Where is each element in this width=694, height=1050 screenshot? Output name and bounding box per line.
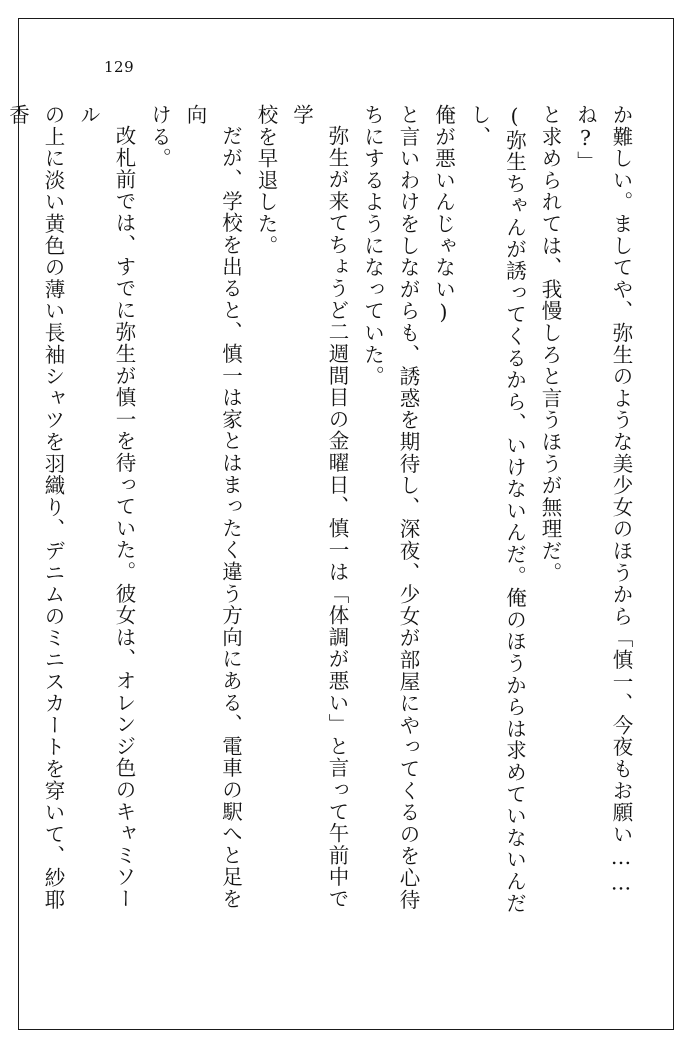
paragraph: 改札前では、すでに弥生が慎一を待っていた。彼女は、オレンジ色のキャミソール xyxy=(76,104,136,910)
paragraph: 弥生が来てちょうど二週間目の金曜日、慎一は「体調が悪い」と言って午前中で学 xyxy=(289,104,349,910)
paragraph: ちにするようになっていた。 xyxy=(360,104,385,388)
paragraph: (弥生ちゃんが誘ってくるから、いけないんだ。俺のほうからは求めていないんだし、 xyxy=(467,104,527,915)
paragraph: 校を早退した。 xyxy=(254,104,278,257)
paragraph: か難しい。ましてや、弥生のような美少女のほうから「慎一、今夜もお願い……ね?」 xyxy=(573,104,633,896)
paragraph: と言いわけをしながらも、誘惑を期待し、深夜、少女が部屋にやってくるのを心待 xyxy=(396,104,420,911)
body-text-vertical xyxy=(5,104,638,924)
paragraph: ける。 xyxy=(147,104,172,170)
paragraph: 俺が悪いんじゃない) xyxy=(431,104,456,326)
paragraph: だが、学校を出ると、慎一は家とはまったく違う方向にある、電車の駅へと足を向 xyxy=(183,104,243,910)
page-number: 129 xyxy=(104,58,135,76)
paragraph: と求められては、我慢しろと言うほうが無理だ。 xyxy=(538,104,562,584)
paragraph: の上に淡い黄色の薄い長袖シャツを羽織り、デニムのミニスカートを穿いて、紗耶香 xyxy=(5,104,65,911)
